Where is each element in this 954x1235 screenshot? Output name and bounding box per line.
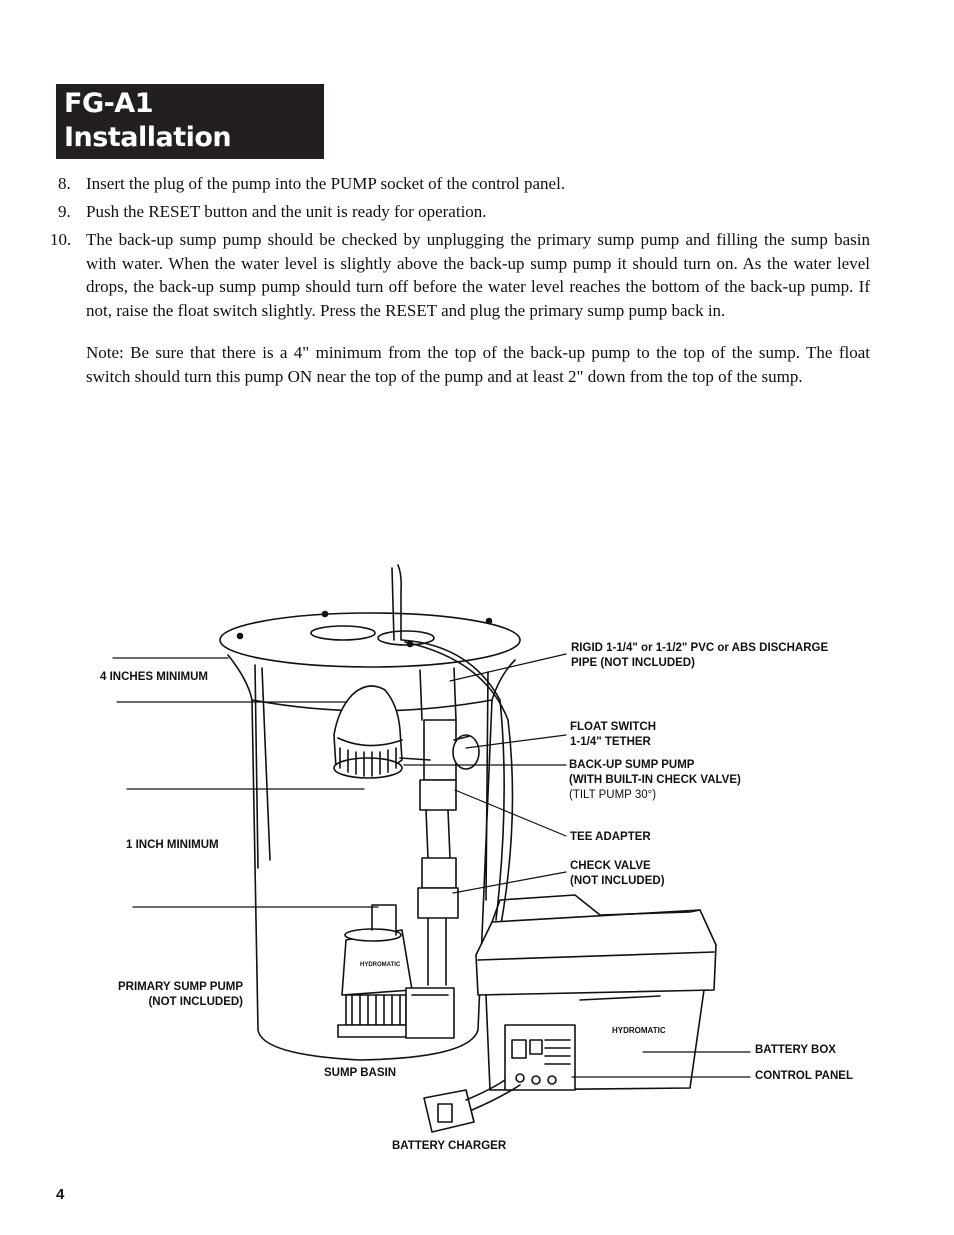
label-line: 1-1/4" TETHER — [570, 736, 651, 748]
label-line: FLOAT SWITCH — [570, 721, 657, 733]
label-primary-sump-pump — [106, 980, 243, 1010]
basin-lid — [220, 613, 520, 667]
title-section: Installation — [64, 122, 232, 153]
label-line: RIGID 1-1/4" or 1-1/2" PVC or ABS DISCHARGE — [571, 642, 829, 654]
step-text: Insert the plug of the pump into the PUMP socket of the control panel. — [86, 174, 566, 193]
label-line: PRIMARY SUMP PUMP — [117, 981, 243, 993]
installation-note: Note: Be sure that there is a 4" minimum from the top of the back-up pump to the top of the sump. The float switch should turn this pump ON near the top of the pump and at least 2" down from the top of the sump. — [86, 343, 870, 386]
step-text: The back-up sump pump should be checked by unplugging the primary sump pump and filling the sump basin with water. When the water level is slightly above the back-up sump pump it should turn on. As the water level drops, the back-up sump pump should turn off before the water level reaches the bottom of the back-up pump. If not, raise the float switch slightly. Press the RESET and plug the primary sump pump back in. — [86, 229, 870, 320]
title-model: FG-A1 — [64, 88, 153, 119]
brand-mark-battery: HYDROMATIC — [612, 1026, 666, 1035]
label-line: (NOT INCLUDED) — [148, 996, 243, 1008]
step-number: 8. — [58, 174, 71, 193]
step-text: Push the RESET button and the unit is ready for operation. — [86, 201, 487, 221]
step-number: 10. — [50, 229, 72, 249]
label-rigid-discharge-pipe — [571, 641, 828, 671]
label-line: PIPE (NOT INCLUDED) — [571, 657, 695, 669]
step-number: 9. — [58, 201, 71, 221]
label-line: (NOT INCLUDED) — [570, 875, 665, 887]
label-control-panel: CONTROL PANEL — [755, 1070, 853, 1082]
label-line: BACK-UP SUMP PUMP — [569, 759, 695, 771]
brand-mark-pump: HYDROMATIC — [360, 962, 401, 968]
battery-charger — [424, 1090, 474, 1132]
label-backup-sump-pump — [569, 758, 741, 803]
label-float-switch — [570, 720, 656, 750]
label-check-valve — [570, 859, 665, 889]
label-sump-basin: SUMP BASIN — [324, 1067, 396, 1079]
label-battery-box: BATTERY BOX — [755, 1044, 836, 1056]
label-line: CHECK VALVE — [570, 860, 651, 872]
label-line: (TILT PUMP 30°) — [569, 789, 657, 801]
label-line: (WITH BUILT-IN CHECK VALVE) — [569, 774, 741, 786]
label-4-inches-minimum: 4 INCHES MINIMUM — [100, 671, 208, 683]
label-1-inch-minimum: 1 INCH MINIMUM — [126, 839, 219, 851]
label-battery-charger: BATTERY CHARGER — [392, 1140, 507, 1152]
label-tee-adapter: TEE ADAPTER — [570, 831, 651, 843]
float-switch — [453, 735, 479, 769]
page-number: 4 — [56, 1186, 65, 1203]
